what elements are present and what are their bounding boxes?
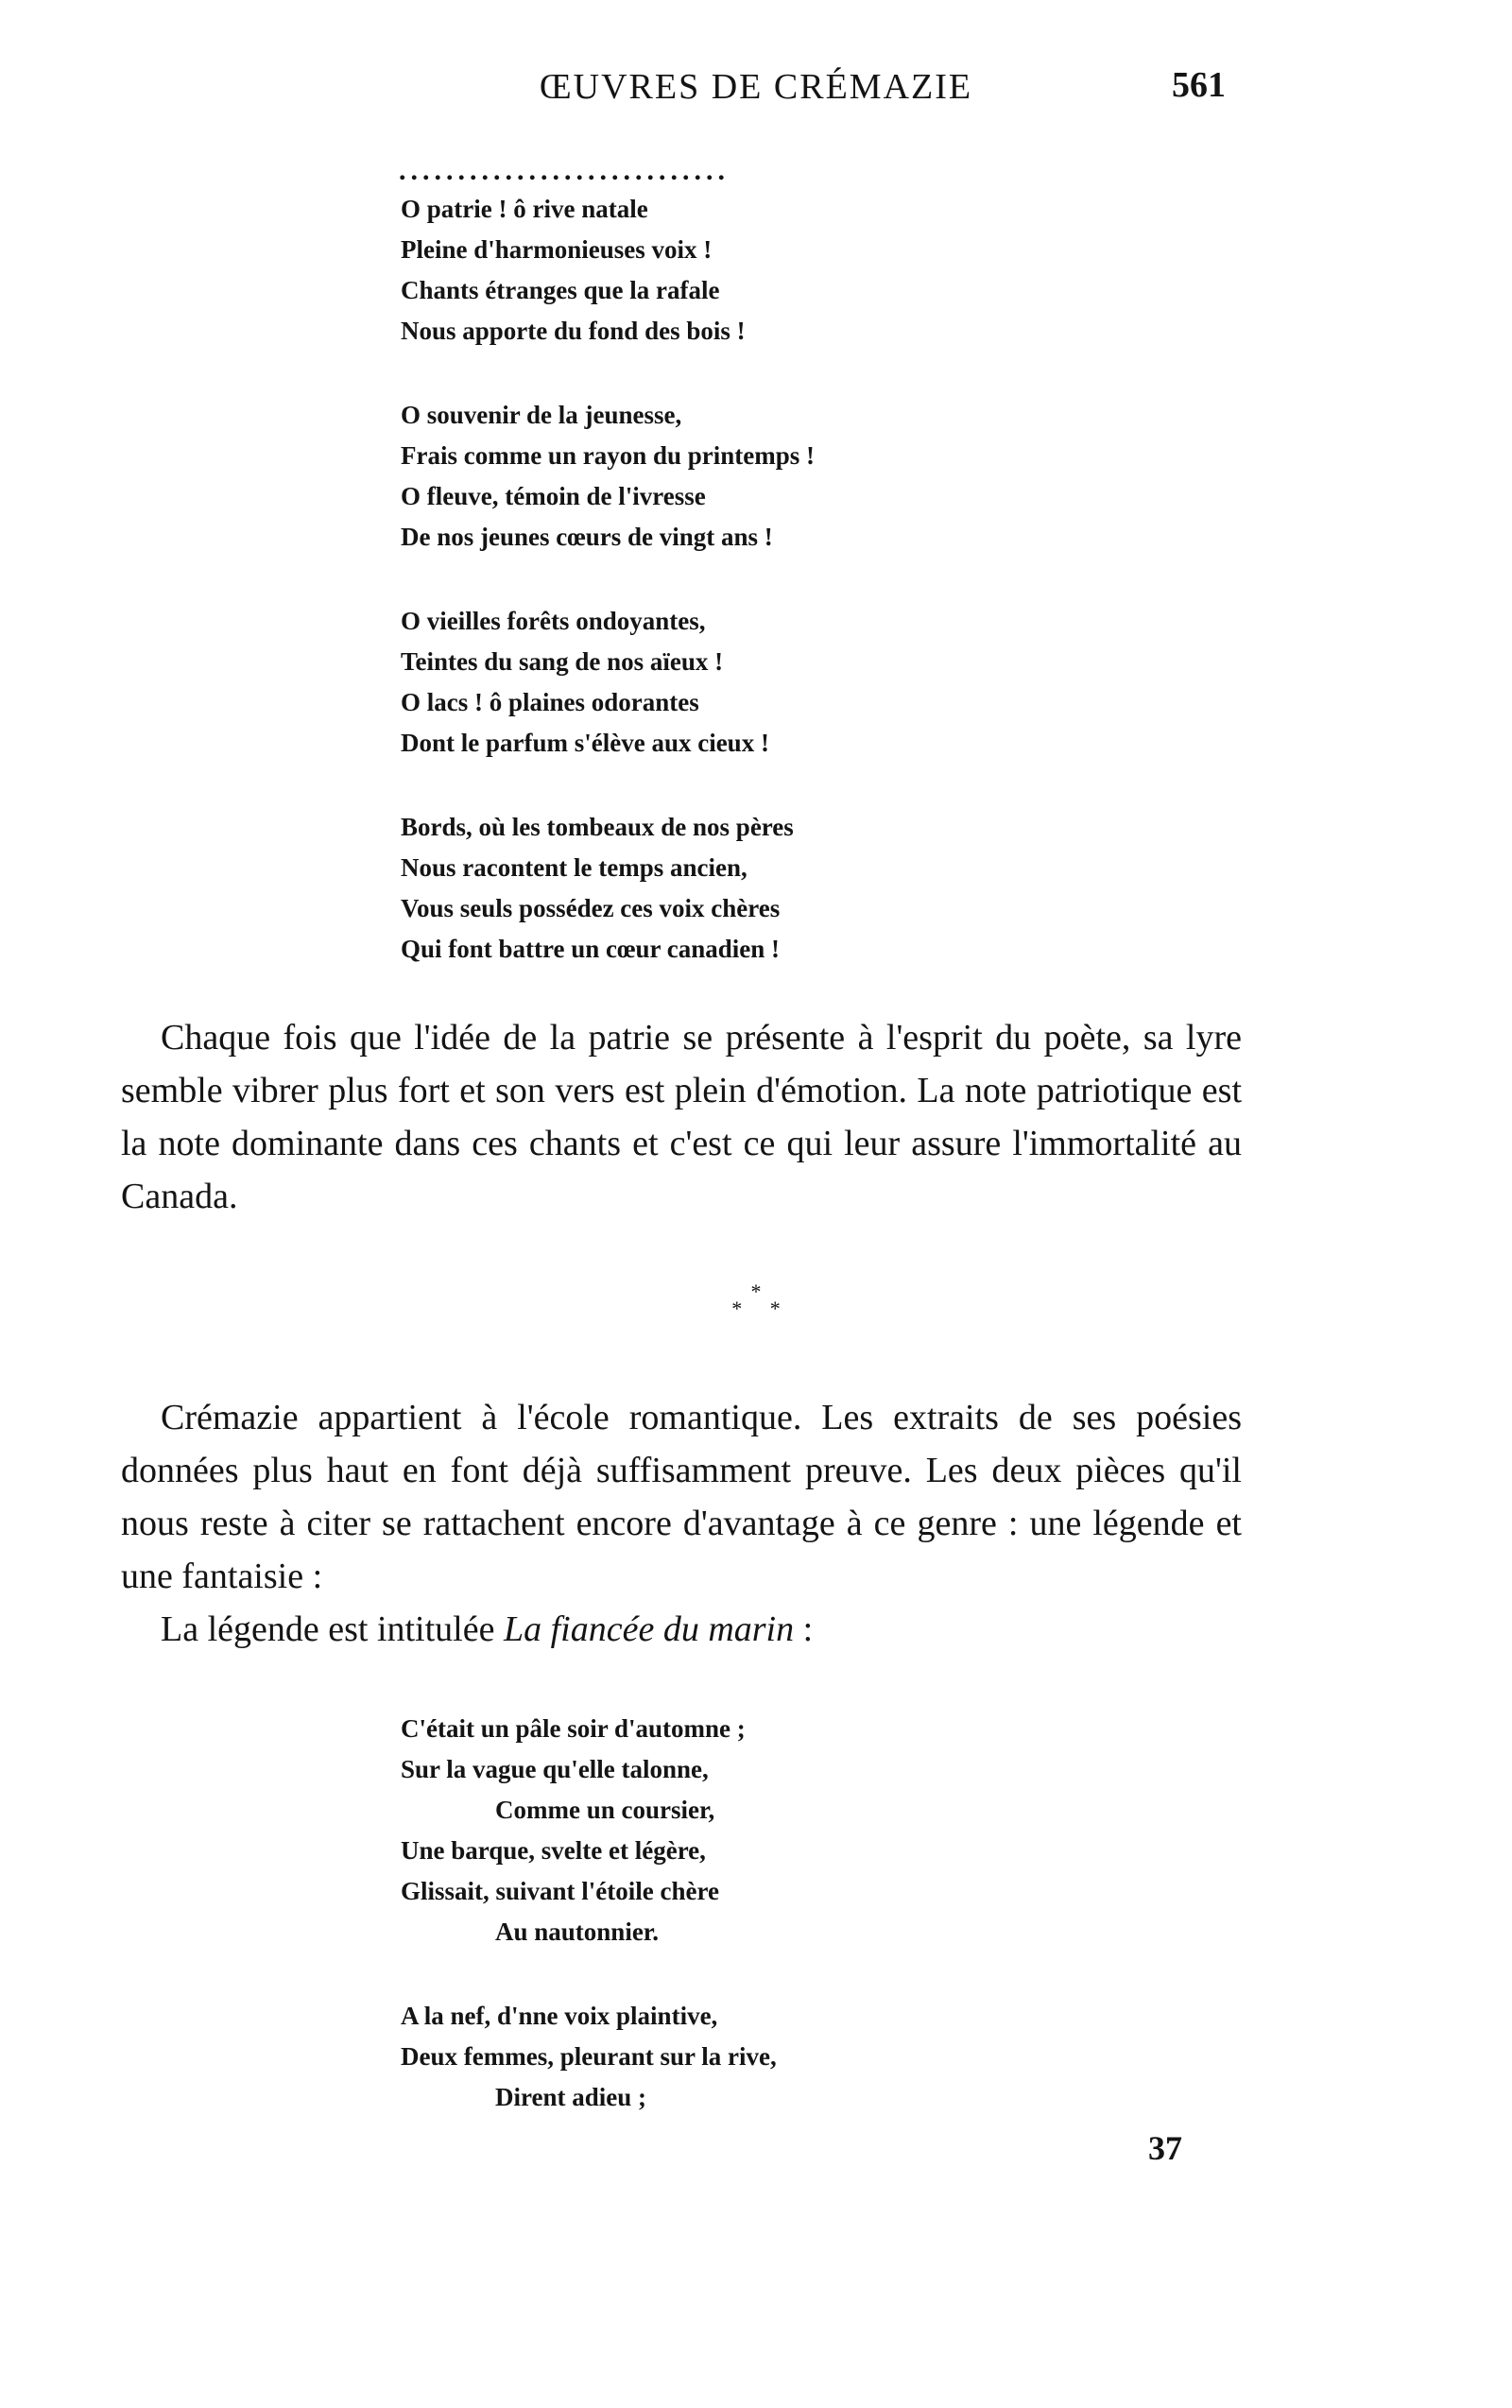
verse-line: Pleine d'harmonieuses voix ! (401, 235, 713, 264)
asterism-bottom: * * (731, 1297, 792, 1320)
stanza (401, 1996, 1062, 2118)
stanza (401, 189, 1062, 352)
paragraph-tail: : (794, 1609, 814, 1649)
verse-line: Une barque, svelte et légère, (401, 1836, 706, 1865)
paragraph-text: Chaque fois que l'idée de la patrie se présente à l'esprit du poète, sa lyre semble vibrer plus fort et son vers est plein d'émotion. La note patriotique est la note dominante dans ces chants et c'est ce qui leur assure l'immortalité au Canada. (121, 1018, 1242, 1216)
verse-line: O vieilles forêts ondoyantes, (401, 607, 706, 635)
poem-excerpt (401, 1709, 1062, 2161)
running-title: ŒUVRES DE CRÉMAZIE (539, 67, 973, 107)
asterism-top: * (750, 1280, 762, 1303)
prose-paragraph (121, 1011, 1242, 1223)
verse-line: O patrie ! ô rive natale (401, 195, 648, 223)
verse-line: Vous seuls possédez ces voix chères (401, 894, 781, 922)
verse-line: Bords, où les tombeaux de nos pères (401, 813, 794, 841)
section-asterism (0, 1280, 1512, 1320)
prose-paragraph (121, 1391, 1242, 1656)
signature-mark: 37 (1148, 2129, 1182, 2167)
ellipsis-dots: ............................ (399, 155, 730, 186)
verse-line: Glissait, suivant l'étoile chère (401, 1877, 719, 1905)
verse-line: Au nautonnier. (495, 1918, 660, 1946)
poem-title: La fiancée du marin (503, 1609, 795, 1649)
verse-line: Nous apporte du fond des bois ! (401, 317, 746, 345)
verse-line: C'était un pâle soir d'automne ; (401, 1714, 746, 1743)
verse-line: Nous racontent le temps ancien, (401, 853, 747, 882)
verse-line: Sur la vague qu'elle talonne, (401, 1755, 709, 1783)
paragraph-text: Crémazie appartient à l'école romantique. Les extraits de ses poésies données plus haut en font déjà suffisamment preuve. Les deux pièces qu'il nous reste à citer se rattachent encore d'avantage à ce genre : une légende et une fantaisie : (121, 1398, 1242, 1596)
verse-line: Dont le parfum s'élève aux cieux ! (401, 729, 769, 757)
stanza (401, 395, 1062, 558)
paragraph-text (121, 1603, 1242, 1656)
verse-line: De nos jeunes cœurs de vingt ans ! (401, 523, 773, 551)
verse-line: Deux femmes, pleurant sur la rive, (401, 2042, 777, 2071)
verse-line: Frais comme un rayon du printemps ! (401, 441, 815, 470)
stanza (401, 1709, 1062, 1952)
verse-line: Qui font battre un cœur canadien ! (401, 935, 781, 963)
verse-line: Chants étranges que la rafale (401, 276, 720, 304)
verse-line: Comme un coursier, (495, 1796, 715, 1824)
verse-line: Dirent adieu ; (495, 2083, 646, 2111)
poem-excerpt (401, 189, 1062, 1013)
verse-line: O souvenir de la jeunesse, (401, 401, 682, 429)
paragraph-lead: La légende est intitulée (161, 1609, 504, 1649)
stanza (401, 807, 1062, 970)
verse-line: O lacs ! ô plaines odorantes (401, 688, 699, 716)
verse-line: Teintes du sang de nos aïeux ! (401, 647, 724, 676)
page-number: 561 (1172, 65, 1226, 105)
verse-line: A la nef, d'nne voix plaintive, (401, 2002, 718, 2030)
verse-line: O fleuve, témoin de l'ivresse (401, 482, 706, 510)
stanza (401, 601, 1062, 764)
